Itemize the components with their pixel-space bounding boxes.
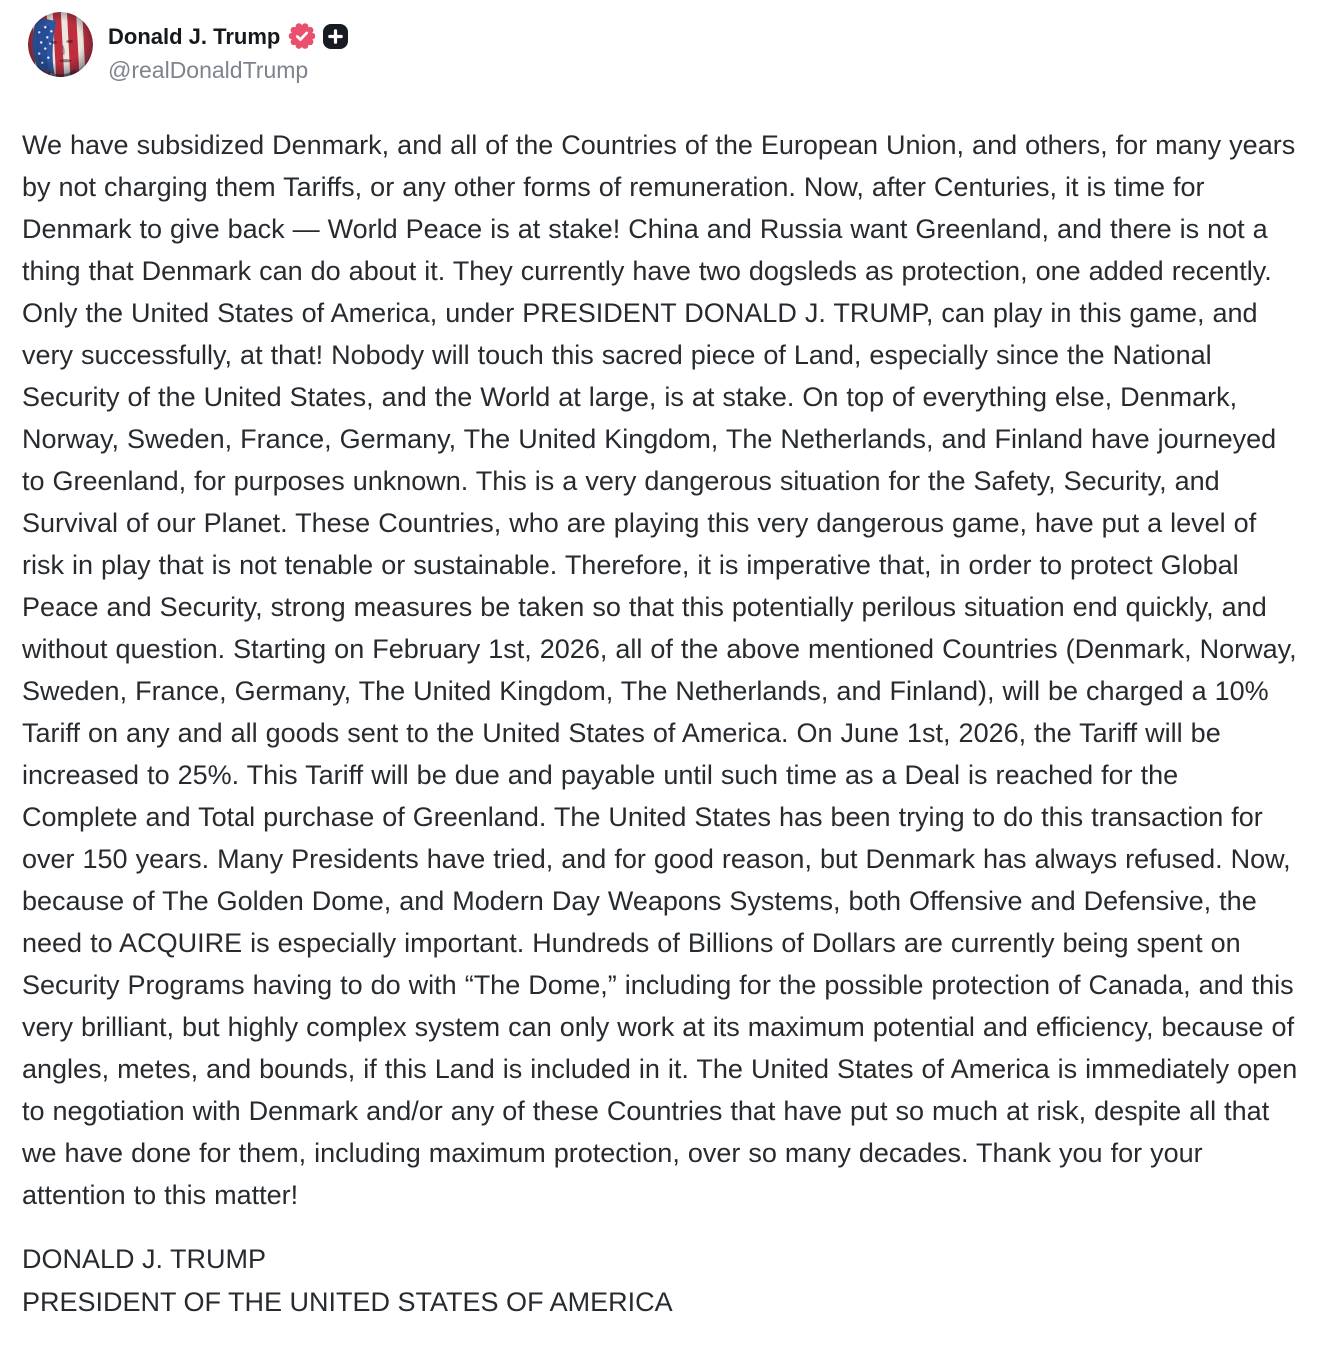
post-body: We have subsidized Denmark, and all of the Countries of the European Union, and others, for many years by not charging them Tariffs, or any other forms of remuneration. Now, after Centuries, it is time for Denmark to give back — World Peace is at stake! China and Russia want Greenland, and there is not a thing that Denmark can do about it. They currently have two dogsleds as protection, one added recently. Only the United States of America, under PRESIDENT DONALD J. TRUMP, can play in this game, and very successfully, at that! Nobody will touch this sacred piece of Land, especially since the National Security of the United States, and the World at large, is at stake. On top of everything else, Denmark, Norway, Sweden, France, Germany, The United Kingdom, The Netherlands, and Finland have journeyed to Greenland, for purposes unknown. This is a very dangerous situation for the Safety, Security, and Survival of our Planet. These Countries, who are playing this very dangerous game, have put a level of risk in play that is not tenable or sustainable. Therefore, it is imperative that, in order to protect Global Peace and Security, strong measures be taken so that this potentially perilous situation end quickly, and without question. Starting on February 1st, 2026, all of the above mentioned Countries (Denmark, Norway, Sweden, France, Germany, The United Kingdom, The Netherlands, and Finland), will be charged a 10% Tariff on any and all goods sent to the United States of America. On June 1st, 2026, the Tariff will be increased to 25%. This Tariff will be due and payable until such time as a Deal is reached for the Complete and Total purchase of Greenland. The United States has been trying to do this transaction for over 150 years. Many Presidents have tried, and for good reason, but Denmark has always refused. Now, because of The Golden Dome, and Modern Day Weapons Systems, both Offensive and Defensive, the need to ACQUIRE is especially important. Hundreds of Billions of Dollars are currently being spent on Security Programs having to do with “The Dome,” including for the possible protection of Canada, and this very brilliant, but highly complex system can only work at its maximum potential and efficiency, because of angles, metes, and bounds, if this Land is included in it. The United States of America is immediately open to negotiation with Denmark and/or any of these Countries that have put so much at risk, despite all that we have done for them, including maximum protection, over so many decades. Thank you for your attention to this matter! bbox=[22, 130, 1298, 1210]
post-signature bbox=[22, 1238, 1298, 1324]
plus-badge-icon bbox=[322, 23, 349, 50]
name-row bbox=[108, 22, 349, 50]
verified-badge-icon bbox=[288, 22, 316, 50]
display-name[interactable]: Donald J. Trump bbox=[108, 23, 281, 49]
avatar[interactable] bbox=[28, 12, 93, 77]
user-handle[interactable]: @realDonaldTrump bbox=[108, 57, 309, 83]
identity-block bbox=[108, 12, 349, 84]
flag-face-avatar-image bbox=[28, 12, 93, 77]
signature-name: DONALD J. TRUMP bbox=[22, 1244, 267, 1274]
signature-title: PRESIDENT OF THE UNITED STATES OF AMERICA bbox=[22, 1287, 673, 1317]
post-header bbox=[22, 12, 1298, 84]
